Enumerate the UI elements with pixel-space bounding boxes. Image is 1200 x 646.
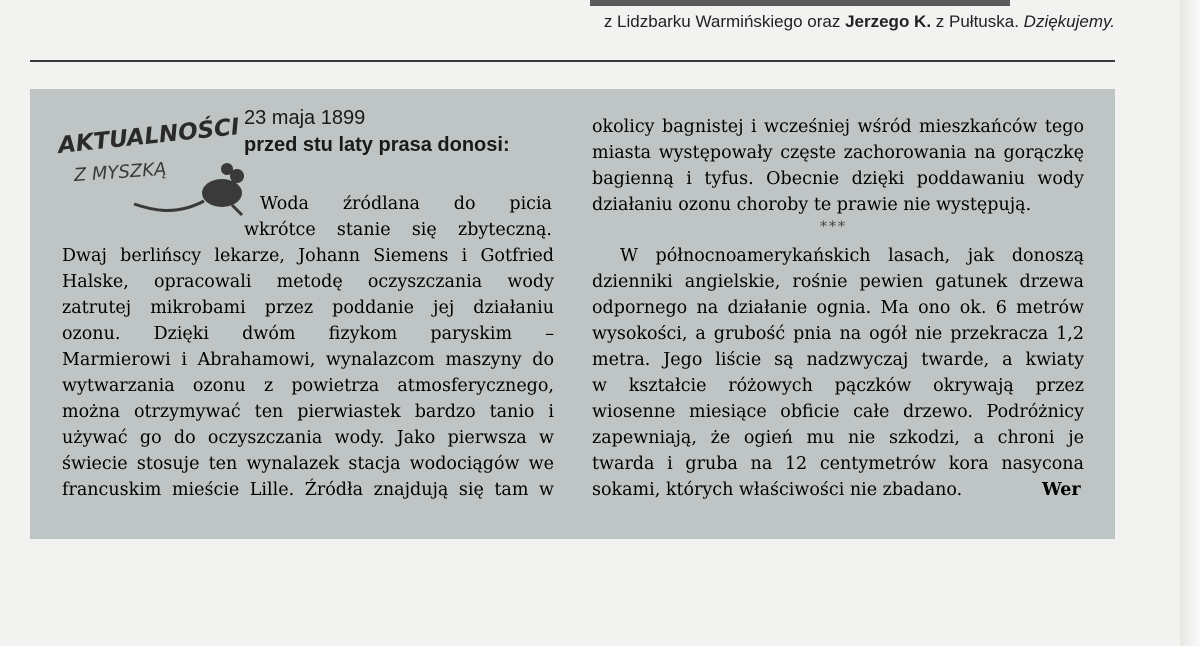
article-headline: przed stu laty prasa donosi:: [244, 134, 510, 156]
cut-off-text-remnant: [590, 0, 1010, 6]
text-line: twarda i gruba na 12 centymetrów kora nasycona: [592, 454, 1084, 474]
section-separator: ***: [820, 219, 847, 235]
text-line: sokami, których właściwości nie zbadano.: [592, 480, 963, 500]
page-edge: [1180, 0, 1200, 646]
text-line: wkrótce stanie się zbyteczną.: [244, 220, 552, 240]
text-line: francuskim mieście Lille. Źródła znajdują się tam w: [62, 480, 554, 500]
logo-subtitle: Z MYSZKĄ: [73, 158, 168, 187]
text-line: wysokości, a grubość pnia na ogół nie przekracza 1,2: [592, 324, 1084, 344]
text-line: dzienniki angielskie, rośnie pewien gatunek drzewa: [592, 272, 1084, 292]
text-line: Woda źródlana do picia: [260, 194, 552, 214]
text-line: zatrutej mikrobami przez poddanie jej działaniu: [62, 298, 554, 318]
author-signature: Wer: [1042, 480, 1081, 500]
text-line: używać go do oczyszczania wody. Jako pierwsza w: [62, 428, 554, 448]
text-line: okolicy bagnistej i wcześniej wśród mieszkańców tego: [592, 117, 1084, 137]
mouse-logo: [54, 109, 254, 229]
text-line: w kształcie różowych pączków okrywają przez: [592, 376, 1084, 396]
article-date: 23 maja 1899: [244, 107, 366, 129]
text-line: Marmierowi i Abrahamowi, wynalazcom maszyny do: [62, 350, 554, 370]
text-line: metra. Jego liście są nadzwyczaj twarde, a kwiaty: [592, 350, 1084, 370]
logo-title: AKTUALNOŚCI: [56, 114, 241, 159]
caption-thanks: Dziękujemy.: [1023, 12, 1115, 31]
caption-middle: z Pułtuska.: [931, 12, 1024, 31]
text-line: można otrzymywać ten pierwiastek bardzo tanio i: [62, 402, 554, 422]
text-line: ozonu. Dzięki dwóm fizykom paryskim –: [62, 324, 554, 344]
caption-name: Jerzego K.: [845, 12, 932, 31]
section-divider: [30, 60, 1115, 62]
text-line: działaniu ozonu choroby te prawie nie występują.: [592, 195, 1032, 215]
text-line: zapewniają, że ogień mu nie szkodzi, a chroni je: [592, 428, 1084, 448]
text-line: wiosenne miesiące obficie całe drzewo. Podróżnicy: [592, 402, 1084, 422]
news-column-panel: [30, 89, 1115, 539]
text-line: wytwarzania ozonu z powietrza atmosferycznego,: [62, 376, 554, 396]
text-line: Dwaj berlińscy lekarze, Johann Siemens i Gotfried: [62, 246, 554, 266]
text-line: świecie stosuje ten wynalazek stacja wodociągów we: [62, 454, 554, 474]
previous-article-fragment: [0, 0, 1200, 40]
text-line: odpornego na działanie ognia. Ma ono ok. 6 metrów: [592, 298, 1084, 318]
text-line: Halske, opracowali metodę oczyszczania wody: [62, 272, 554, 292]
text-line: miasta występowały częste zachorowania na gorączkę: [592, 143, 1084, 163]
thanks-caption: [604, 12, 1115, 32]
caption-prefix: z Lidzbarku Warmińskiego oraz: [603, 12, 846, 31]
text-line: bagienną i tyfus. Obecnie dzięki poddawaniu wody: [592, 169, 1084, 189]
text-line: W północnoamerykańskich lasach, jak donoszą: [620, 246, 1084, 266]
